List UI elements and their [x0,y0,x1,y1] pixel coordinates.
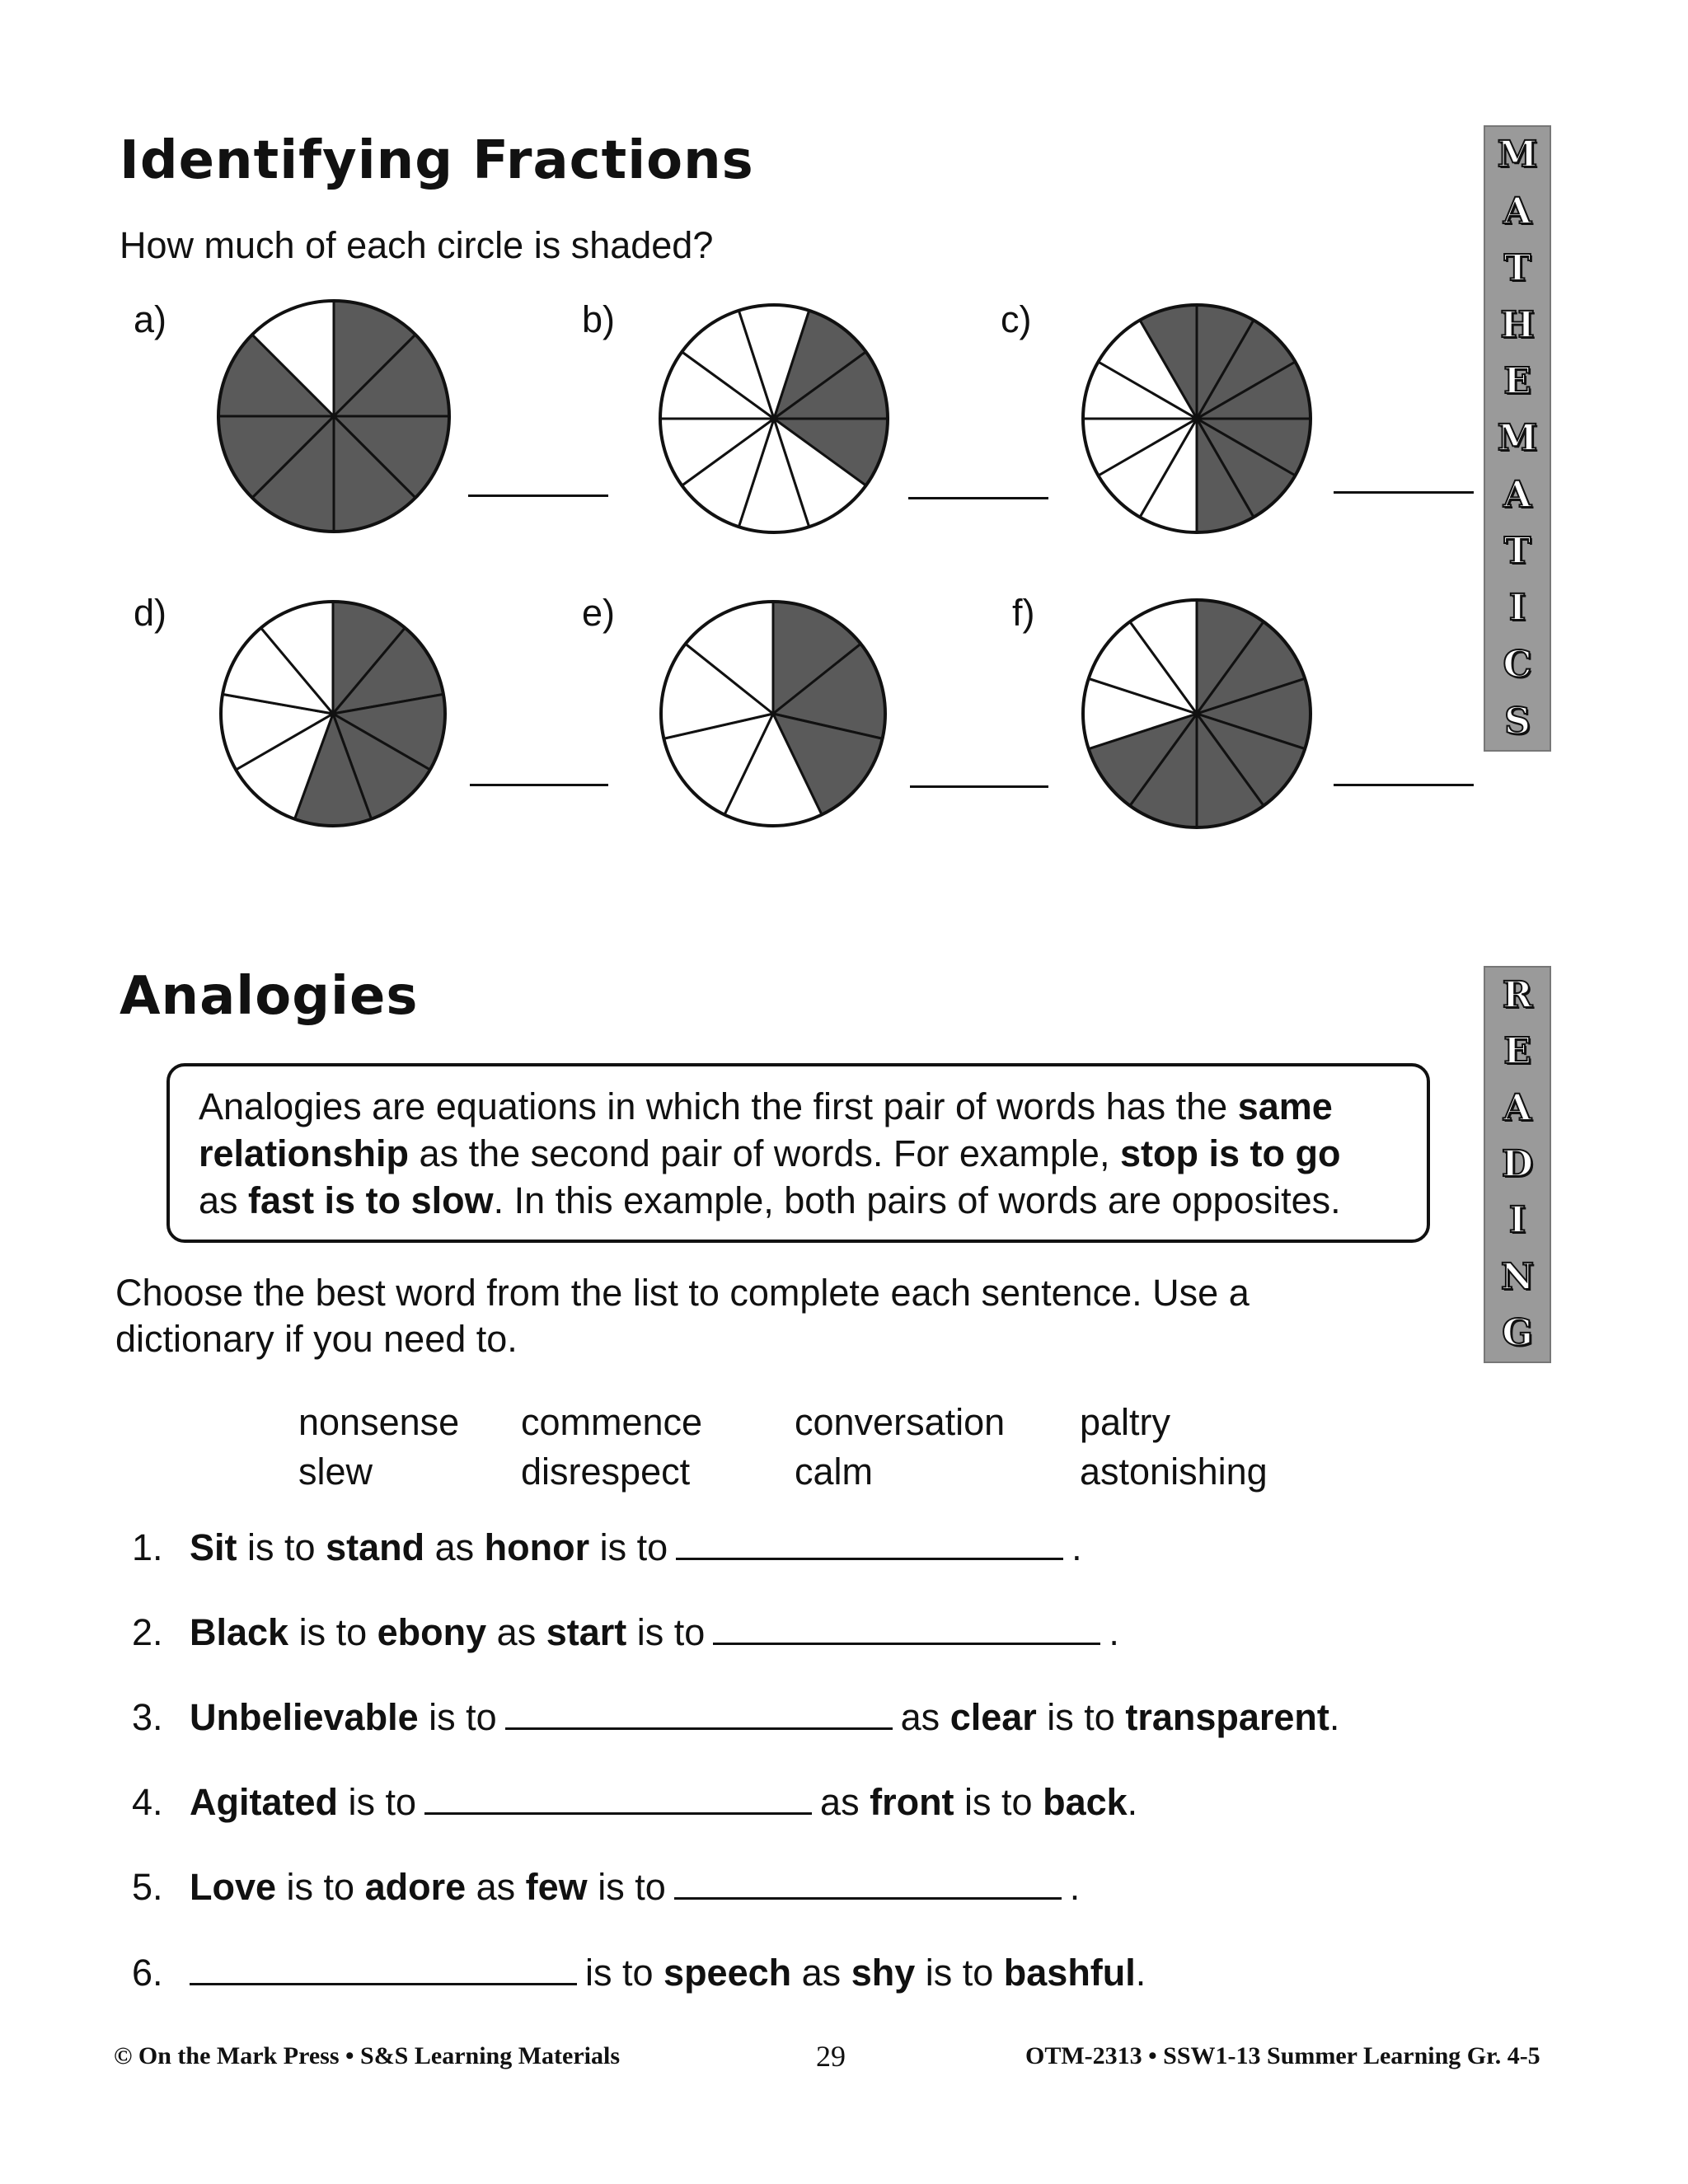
section-title-analogies: Analogies [120,966,419,1027]
word-disrespect: disrespect [521,1451,691,1493]
word-astonishing: astonishing [1080,1451,1268,1493]
mathematics-side-tab: M A T H E M A T I C S [1484,125,1551,752]
answer-line-a[interactable] [468,494,608,497]
answer-line-f[interactable] [1334,784,1474,786]
fraction-circle-b [660,305,888,532]
answer-blank-2[interactable] [713,1642,1100,1645]
circle-label-d: d) [134,592,167,634]
question-6: 6. is to speech as shy is to bashful . [132,1952,1146,1994]
fraction-circle-c [1083,305,1311,532]
question-2: 2. Black is to ebony as start is to . [132,1611,1119,1653]
answer-blank-3[interactable] [505,1727,893,1730]
circle-label-a: a) [134,298,167,340]
fraction-circle-f [1083,600,1311,827]
answer-blank-6[interactable] [190,1982,577,1985]
word-nonsense: nonsense [298,1401,460,1443]
answer-blank-4[interactable] [424,1811,812,1815]
word-slew: slew [298,1451,373,1493]
answer-blank-5[interactable] [674,1896,1062,1900]
fraction-circle-a [218,301,449,532]
answer-line-d[interactable] [470,784,608,786]
word-commence: commence [521,1401,703,1443]
word-calm: calm [795,1451,874,1493]
circle-label-b: b) [582,298,616,340]
circle-label-f: f) [1012,592,1035,634]
footer-page-number: 29 [816,2040,846,2073]
answer-line-b[interactable] [908,497,1048,499]
word-conversation: conversation [795,1401,1006,1443]
fraction-circle-e [661,602,885,826]
circle-label-c: c) [1001,298,1032,340]
answer-line-c[interactable] [1334,491,1474,494]
word-paltry: paltry [1080,1401,1171,1443]
footer-publisher: © On the Mark Press • S&S Learning Materials [114,2042,620,2069]
fraction-circles-figure [0,0,1688,874]
question-1: 1. Sit is to stand as honor is to . [132,1526,1082,1568]
fraction-circle-d [221,602,445,826]
reading-side-tab: R E A D I N G [1484,966,1551,1363]
circle-label-e: e) [582,592,616,634]
answer-line-e[interactable] [910,785,1048,788]
definition-box [166,1063,1430,1243]
analogies-instruction-line-1: Choose the best word from the list to complete each sentence. Use a [115,1272,1250,1314]
section-title-fractions: Identifying Fractions [120,130,754,191]
question-3: 3. Unbelievable is to as clear is to transparent . [132,1696,1340,1738]
question-5: 5. Love is to adore as few is to . [132,1866,1081,1908]
question-4: 4. Agitated is to as front is to back . [132,1781,1138,1823]
footer-product-code: OTM-2313 • SSW1-13 Summer Learning Gr. 4-5 [1025,2042,1540,2069]
fractions-instruction: How much of each circle is shaded? [120,224,714,266]
answer-blank-1[interactable] [676,1557,1063,1560]
definition-text: Analogies are equations in which the first pair of words has the same relationship as the second pair of words. For example, stop is to go as fast is to slow. In this example, both pairs of words are opposites. [199,1085,1341,1221]
analogies-instruction-line-2: dictionary if you need to. [115,1318,518,1360]
